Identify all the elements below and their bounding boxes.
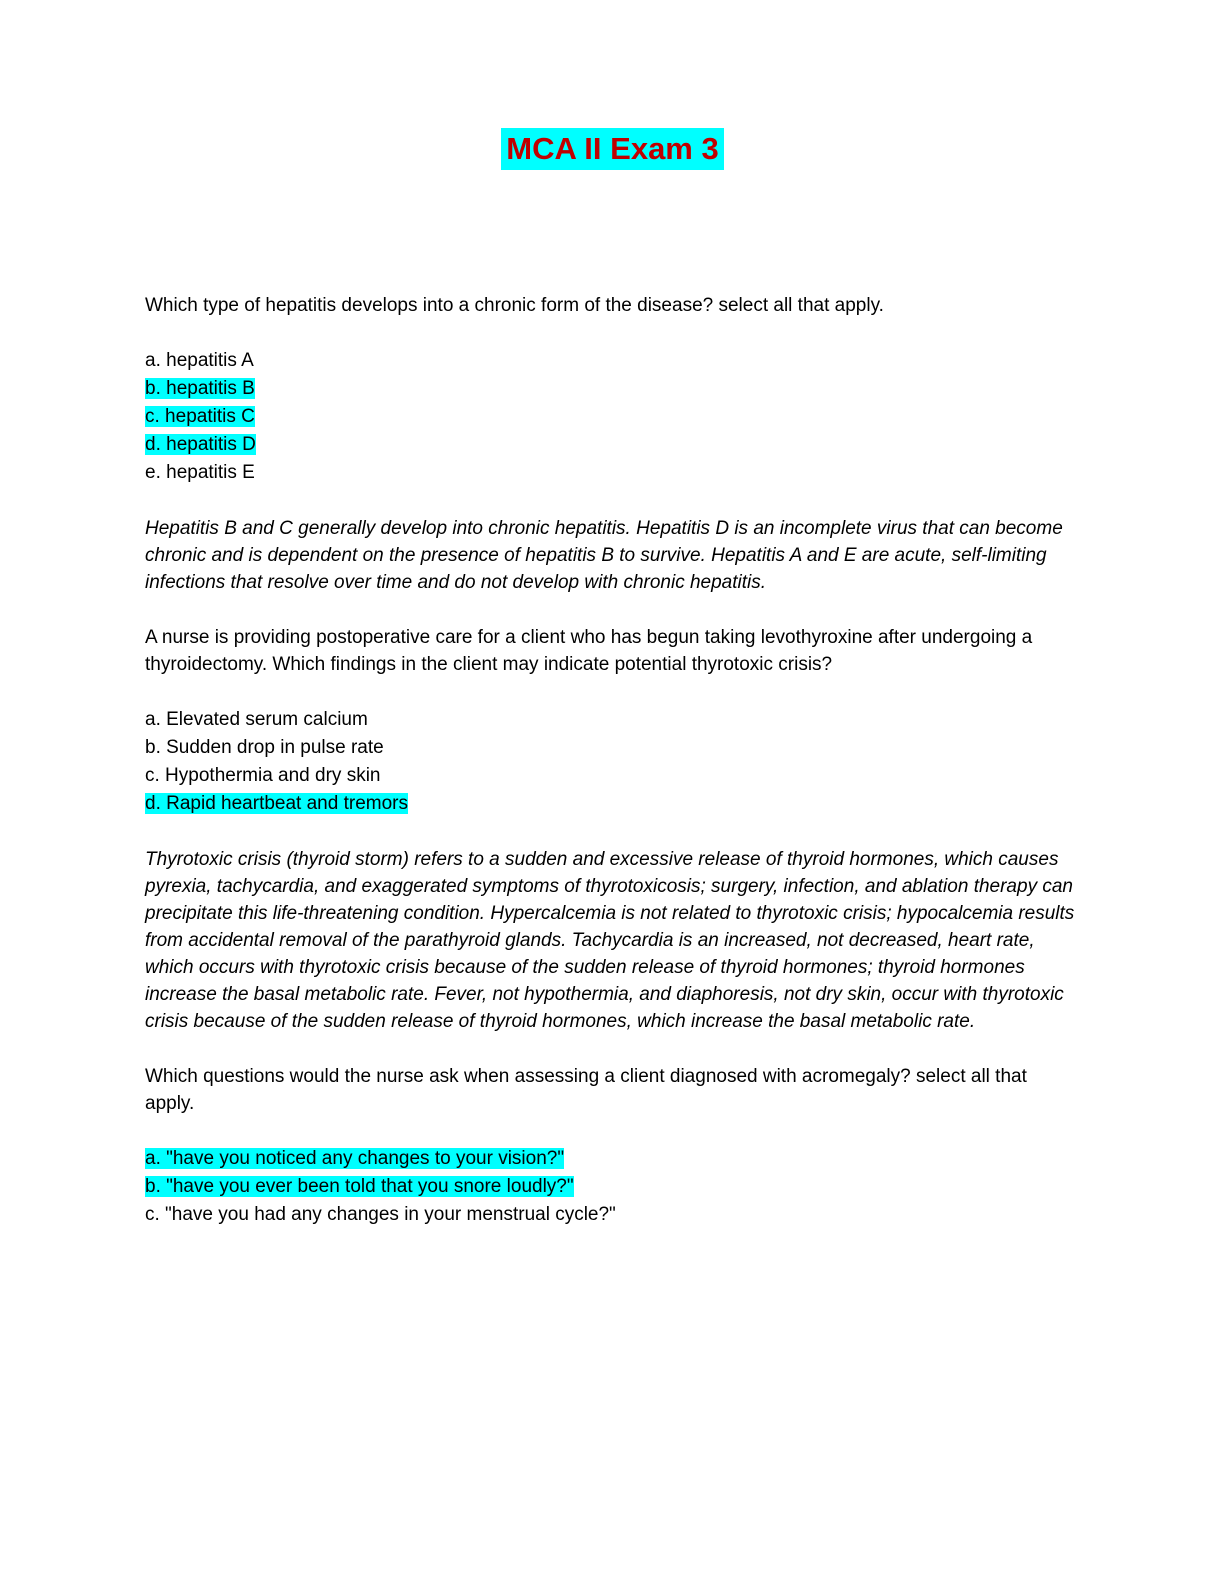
answer-option-text: c. Hypothermia and dry skin (145, 765, 381, 786)
answer-option (145, 375, 1080, 403)
answer-option (145, 734, 1080, 762)
rationale-text: Thyrotoxic crisis (thyroid storm) refers to a sudden and excessive release of thyroid hormones, which causes pyrexia, tachycardia, and exaggerated symptoms of thyrotoxicosis; surgery, infection, and ablation therapy can precipitate this life-threatening condition. Hypercalcemia is not related to thyrotoxic crisis; hypocalcemia results from accidental removal of the parathyroid glands. Tachycardia is an increased, not decreased, heart rate, which occurs with thyrotoxic crisis because of the sudden release of thyroid hormones; thyroid hormones increase the basal metabolic rate. Fever, not hypothermia, and diaphoresis, not dry skin, occur with thyrotoxic crisis because of the sudden release of thyroid hormones, which increase the basal metabolic rate. (145, 849, 1075, 1032)
answer-option-text: b. "have you ever been told that you snore loudly?" (145, 1176, 574, 1197)
answer-option (145, 706, 1080, 734)
answer-option (145, 762, 1080, 790)
answer-option-text: e. hepatitis E (145, 462, 255, 483)
question-stem: Which questions would the nurse ask when assessing a client diagnosed with acromegaly? select all that apply. (145, 1066, 1027, 1114)
answer-option-text: d. hepatitis D (145, 434, 256, 455)
answer-option-text: c. hepatitis C (145, 406, 255, 427)
answer-option-text: a. "have you noticed any changes to your vision?" (145, 1148, 565, 1169)
page-title (145, 128, 1080, 170)
answer-option-text: b. hepatitis B (145, 378, 255, 399)
answer-option-text: c. "have you had any changes in your menstrual cycle?" (145, 1204, 616, 1225)
options-list (145, 347, 1080, 487)
answer-option-text: a. Elevated serum calcium (145, 709, 368, 730)
options-list (145, 706, 1080, 818)
rationale-text: Hepatitis B and C generally develop into chronic hepatitis. Hepatitis D is an incomplete virus that can become chronic and is dependent on the presence of hepatitis B to survive. Hepatitis A and E are acute, self-limiting infections that resolve over time and do not develop with chronic hepatitis. (145, 518, 1063, 593)
question-2 (145, 624, 1080, 1035)
answer-option (145, 403, 1080, 431)
answer-option (145, 1145, 1080, 1173)
answer-option-text: d. Rapid heartbeat and tremors (145, 793, 408, 814)
answer-option (145, 431, 1080, 459)
answer-option (145, 790, 1080, 818)
page-title-text: MCA II Exam 3 (501, 128, 723, 170)
answer-option (145, 347, 1080, 375)
answer-option-text: b. Sudden drop in pulse rate (145, 737, 384, 758)
options-list (145, 1145, 1080, 1229)
question-1 (145, 292, 1080, 596)
answer-option-text: a. hepatitis A (145, 350, 254, 371)
answer-option (145, 459, 1080, 487)
answer-option (145, 1201, 1080, 1229)
answer-option (145, 1173, 1080, 1201)
question-stem: A nurse is providing postoperative care for a client who has begun taking levothyroxine after undergoing a thyroidectomy. Which findings in the client may indicate potential thyrotoxic crisis? (145, 627, 1033, 675)
question-stem: Which type of hepatitis develops into a chronic form of the disease? select all that apply. (145, 295, 884, 316)
question-3 (145, 1063, 1080, 1229)
